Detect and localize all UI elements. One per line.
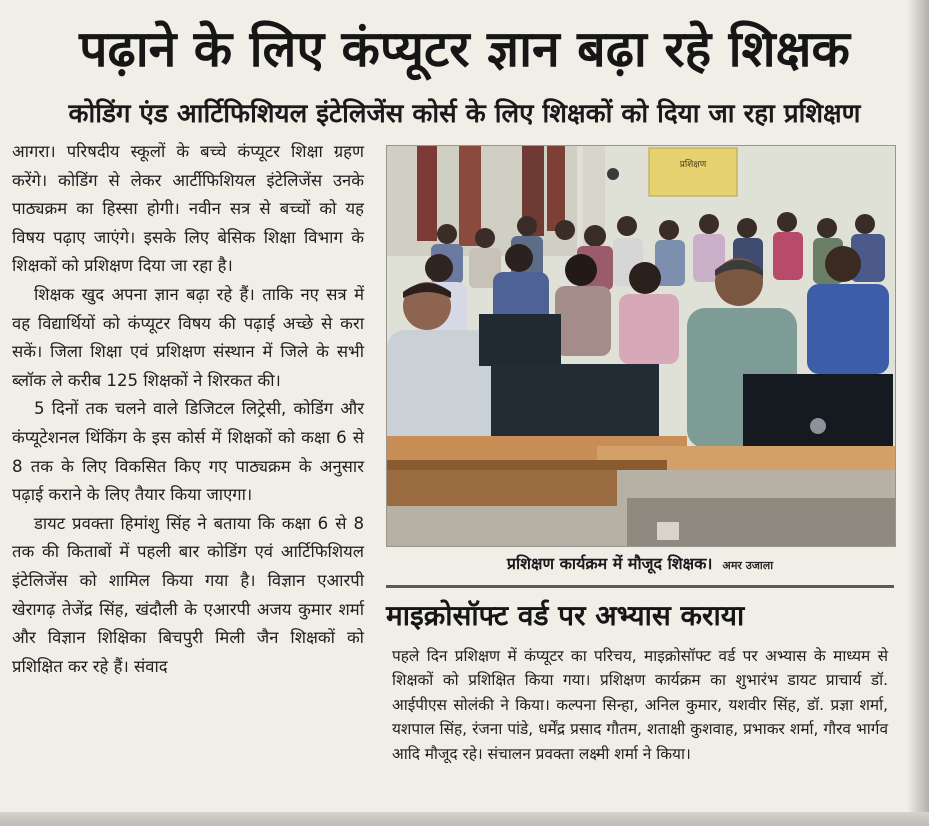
box-body	[392, 644, 888, 766]
photo-credit: अमर उजाला	[722, 559, 774, 572]
scan-edge-shadow	[907, 0, 929, 826]
article-paragraph: आगरा। परिषदीय स्कूलों के बच्चे कंप्यूटर शिक्षा ग्रहण करेंगे। कोडिंग से लेकर आर्टीफिशियल इंटेलिजेंस उनके पाठ्यक्रम का हिस्सा होगी। नवीन सत्र से बच्चों को यह विषय पढ़ाए जाएंगे। इसके लिए बेसिक शिक्षा विभाग के शिक्षकों को प्रशिक्षण दिया जा रहा है।	[12, 142, 364, 276]
banner-text: प्रशिक्षण	[679, 160, 707, 170]
bottom-edge	[0, 812, 929, 826]
article-body-column	[12, 138, 364, 681]
training-photo	[386, 145, 896, 547]
box-paragraph: पहले दिन प्रशिक्षण में कंप्यूटर का परिचय, माइक्रोसॉफ्ट वर्ड पर अभ्यास के माध्यम से शिक्षकों को प्रशिक्षित किया गया। प्रशिक्षण कार्यक्रम का शुभारंभ डायट प्राचार्य डॉ. आईपीएस सोलंकी ने किया। कल्पना सिन्हा, अनिल कुमार, यशवीर सिंह, डॉ. प्रज्ञा शर्मा, यशपाल सिंह, रंजना पांडे, धर्मेंद्र प्रसाद गौतम, शताक्षी कुशवाह, प्रभाकर शर्मा, गौरव भार्गव आदि मौजूद रहे। संचालन प्रवक्ता लक्ष्मी शर्मा ने किया।	[392, 647, 888, 763]
box-heading: माइक्रोसॉफ्ट वर्ड पर अभ्यास कराया	[386, 599, 745, 632]
article-paragraph: डायट प्रवक्ता हिमांशु सिंह ने बताया कि कक्षा 6 से 8 तक की किताबों में पहली बार कोडिंग एवं आर्टिफिशियल इंटेलिजेंस को शामिल किया गया है। विज्ञान एआरपी खेरागढ़ तेजेंद्र सिंह, खंदौली के एआरपी अजय कुमार शर्मा और विज्ञान शिक्षिका बिचपुरी मिली जैन शिक्षकों को प्रशिक्षित कर रहे हैं। संवाद	[12, 513, 364, 676]
photo-caption-row	[386, 549, 894, 579]
headline: पढ़ाने के लिए कंप्यूटर ज्ञान बढ़ा रहे शिक्षक	[79, 20, 850, 78]
article-paragraph: शिक्षक खुद अपना ज्ञान बढ़ा रहे हैं। ताकि नए सत्र में वह विद्यार्थियों को कंप्यूटर विषय की पढ़ाई अच्छे से करा सकें। जिला शिक्षा एवं प्रशिक्षण संस्थान में जिले के सभी ब्लॉक ले करीब 125 शिक्षकों ने शिरकत की।	[12, 284, 364, 390]
photo-caption: प्रशिक्षण कार्यक्रम में मौजूद शिक्षक।	[506, 554, 713, 573]
article-paragraph: 5 दिनों तक चलने वाले डिजिटल लिट्रेसी, कोडिंग और कंप्यूटेशनल थिंकिंग के इस कोर्स में शिक्षकों को कक्षा 6 से 8 तक के लिए विकसित किए गए पाठ्यक्रम के अनुसार पढ़ाई कराने के लिए तैयार किया जाएगा।	[12, 399, 364, 505]
subheadline: कोडिंग एंड आर्टिफिशियल इंटेलिजेंस कोर्स के लिए शिक्षकों को दिया जा रहा प्रशिक्षण	[68, 99, 861, 129]
section-divider	[386, 585, 894, 588]
classroom-photo-illustration	[387, 146, 895, 546]
